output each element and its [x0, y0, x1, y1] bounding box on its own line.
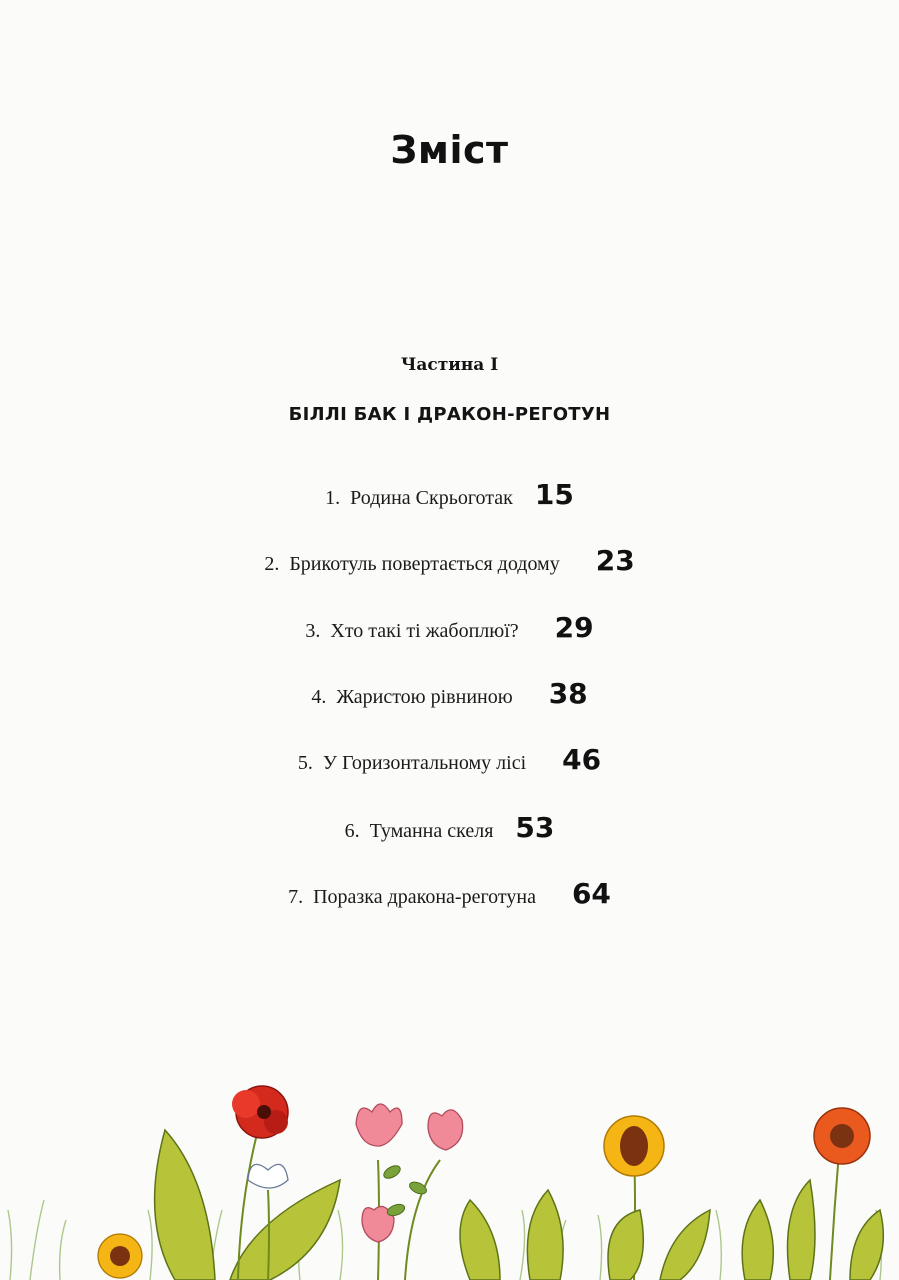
leaf-icon — [527, 1190, 563, 1280]
toc-entry-title: 1. Родина Скрьоготак — [325, 487, 513, 509]
leaf-icon — [230, 1180, 340, 1280]
part-label: Частина І — [400, 355, 499, 375]
toc-entry-title: 6. Туманна скеля — [344, 820, 494, 842]
toc-entry-page: 15 — [534, 478, 574, 511]
leaf-icon — [788, 1180, 816, 1280]
poppy-icon — [232, 1086, 288, 1138]
toc-entry[interactable] — [0, 677, 899, 710]
toc-entry[interactable] — [0, 611, 899, 644]
toc-entry[interactable] — [0, 811, 899, 844]
toc-entry[interactable] — [0, 478, 899, 511]
toc-entry-page: 53 — [515, 811, 555, 844]
daisy-icon — [814, 1108, 870, 1164]
toc-entry-title: 4. Жаристою рівниною — [311, 686, 513, 708]
flowers-illustration — [0, 1060, 899, 1280]
sunflower-icon — [98, 1234, 142, 1278]
leaf-icon — [155, 1130, 215, 1280]
toc-entry[interactable] — [0, 743, 899, 776]
sunflower-icon — [604, 1116, 664, 1176]
toc-entry-page: 23 — [595, 544, 635, 577]
leaf-icon — [460, 1200, 500, 1280]
toc-entry[interactable] — [0, 544, 899, 577]
toc-entry-page: 38 — [548, 677, 588, 710]
toc-entry-page: 29 — [554, 611, 594, 644]
leaf-icon — [660, 1210, 710, 1280]
white-flower-icon — [248, 1164, 288, 1188]
leaf-icon — [608, 1210, 643, 1280]
toc-entry-page: 46 — [562, 743, 602, 776]
toc-entry-title: 5. У Горизонтальному лісі — [297, 752, 527, 774]
leaf-icon — [850, 1210, 883, 1280]
toc-entry[interactable] — [0, 877, 899, 910]
page-title: Зміст — [390, 128, 509, 172]
leaf-icon — [742, 1200, 773, 1280]
toc-entry-title: 7. Поразка дракона-реготуна — [288, 886, 536, 908]
tulip-icon — [428, 1110, 463, 1150]
part-title: БІЛЛІ БАК І ДРАКОН-РЕГОТУН — [288, 404, 611, 425]
tulip-icon — [356, 1104, 402, 1146]
toc-entry-page: 64 — [571, 877, 611, 910]
toc-entry-title: 3. Хто такі ті жабоплюї? — [305, 620, 519, 642]
toc-entry-title: 2. Брикотуль повертається додому — [264, 553, 560, 575]
